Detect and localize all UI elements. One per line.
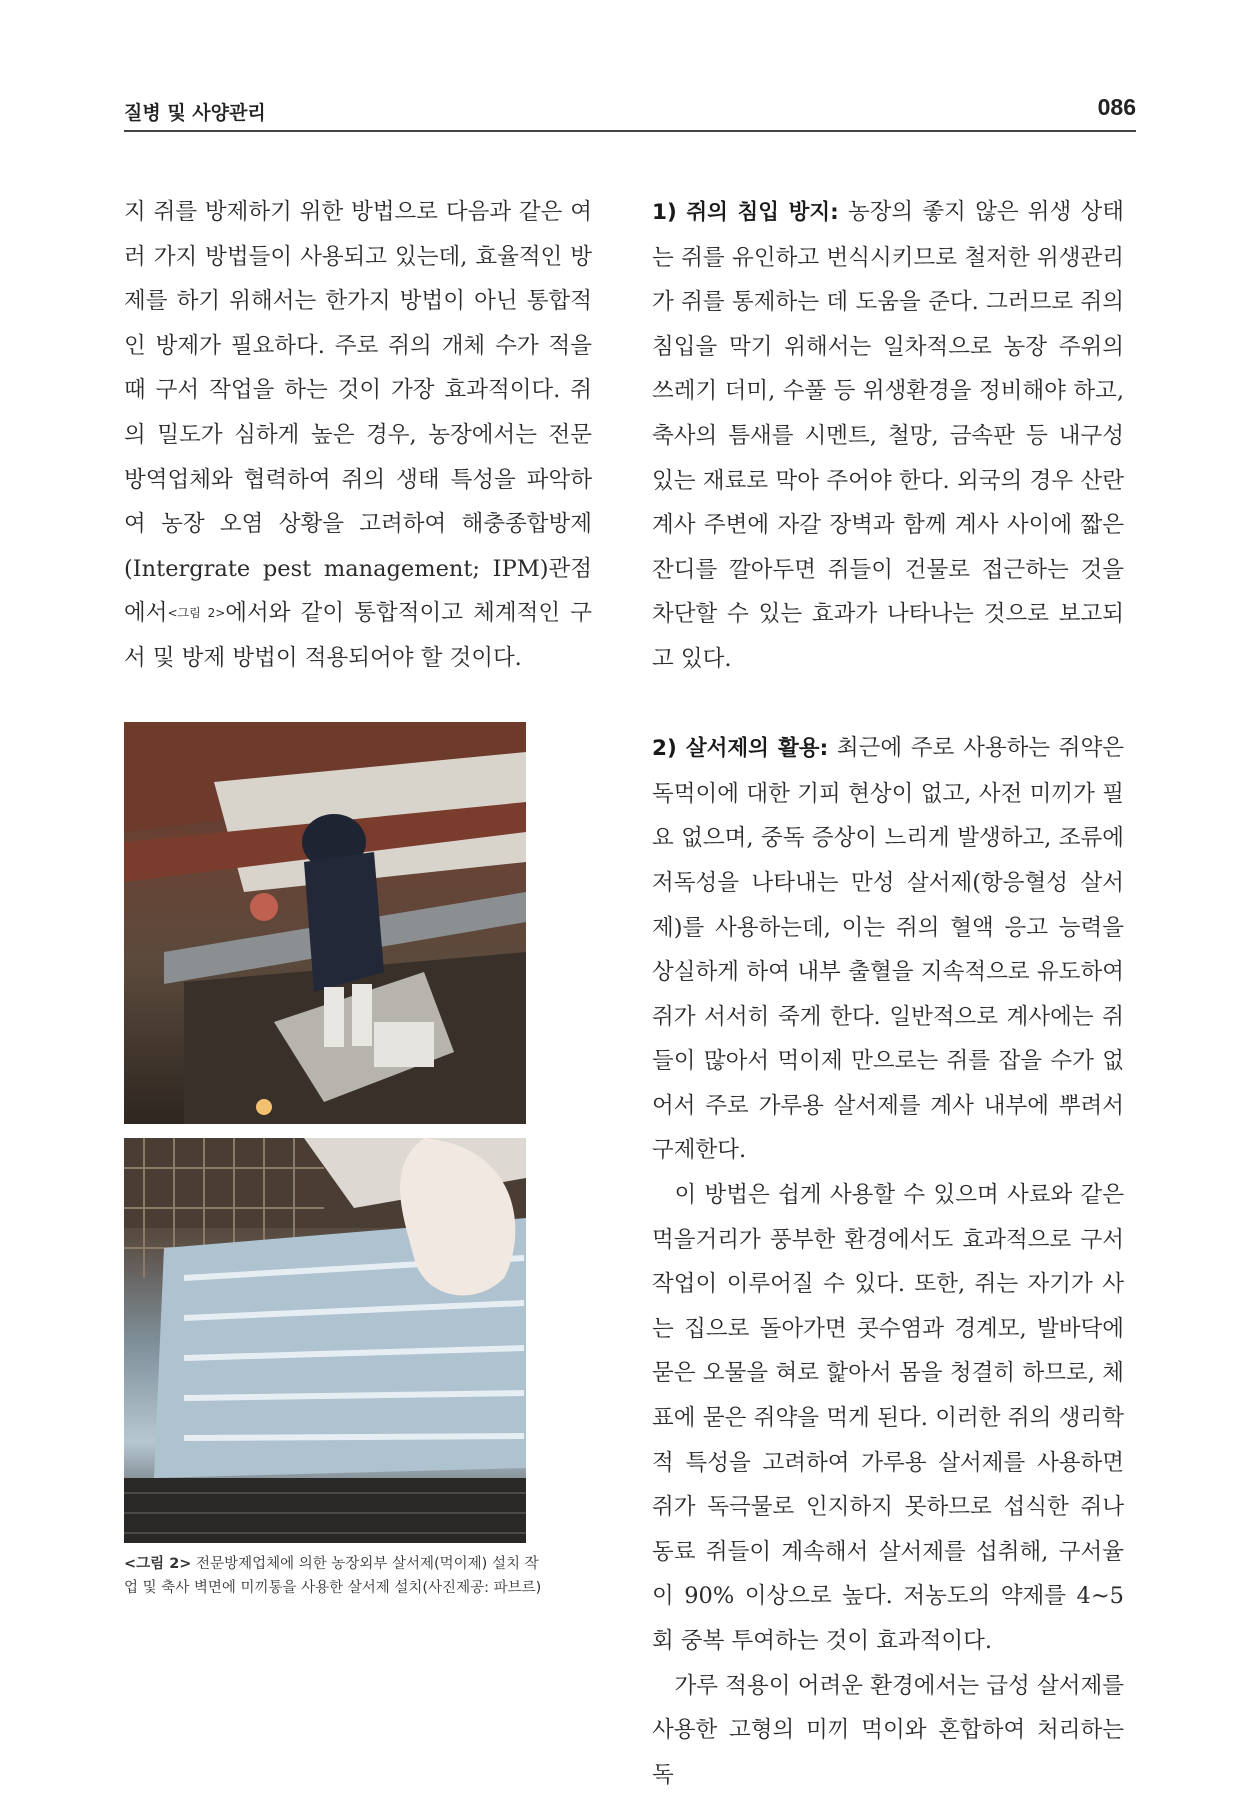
running-section-title: 질병 및 사양관리 <box>124 102 266 124</box>
section1-title: 1) 쥐의 침입 방지: <box>652 200 839 225</box>
photo-2-illustration <box>124 1138 526 1543</box>
section2-paragraph <box>652 726 1124 1173</box>
right-column <box>652 190 1124 1797</box>
intro-paragraph <box>124 190 592 681</box>
section2-paragraph-2: 이 방법은 쉽게 사용할 수 있으며 사료와 같은 먹을거리가 풍부한 환경에서도 효과적으로 구서 작업이 이루어질 수 있다. 또한, 쥐는 자기가 사는 집으로 돌아가면 콧수염과 경계모, 발바닥에 묻은 오물을 혀로 핥아서 몸을 청결히 하므로, 체표에 묻은 쥐약을 먹게 된다. 이러한 쥐의 생리학적 특성을 고려하여 가루용 살서제를 사용하면 쥐가 독극물로 인지하지 못하므로 섭식한 쥐나 동료 쥐들이 계속해서 살서제를 섭취해, 구서율이 90% 이상으로 높다. 저농도의 약제를 4~5회 중복 투여하는 것이 효과적이다. <box>652 1182 1124 1654</box>
worker-body <box>304 852 384 992</box>
figure-reference: <그림 2> <box>167 606 226 621</box>
figure-caption <box>124 1552 544 1600</box>
light-bulb <box>256 1099 272 1115</box>
caption-text: 전문방제업체에 의한 농장외부 살서제(먹이제) 설치 작업 및 축사 벽면에 미끼통을 사용한 살서제 설치(사진제공: 파브르) <box>124 1556 542 1596</box>
left-column <box>124 190 592 681</box>
worker-boot-right <box>352 984 372 1046</box>
photo-1-illustration <box>124 722 526 1124</box>
worker-spraying-rodenticide-photo <box>124 722 526 1124</box>
section1-text: 농장의 좋지 않은 위생 상태는 쥐를 유인하고 번식시키므로 철저한 위생관리가 쥐를 통제하는 데 도움을 준다. 그러므로 쥐의 침입을 막기 위해서는 일차적으로 농장 주위의 쓰레기 더미, 수풀 등 위생환경을 정비해야 하고, 축사의 틈새를 시멘트, 철망, 금속판 등 내구성 있는 재료로 막아 주어야 한다. 외국의 경우 산란계사 주변에 자갈 장벽과 함께 계사 사이에 짧은 잔디를 깔아두면 쥐들이 건물로 접근하는 것을 차단할 수 있는 효과가 나타나는 것으로 보고되고 있다. <box>652 199 1124 672</box>
caption-label: <그림 2> <box>124 1556 192 1572</box>
worker-boot-left <box>324 987 344 1047</box>
header-divider <box>124 130 1136 132</box>
page-header <box>124 92 1136 132</box>
rodenticide-bait-installation-photo <box>124 1138 526 1543</box>
section2-text: 최근에 주로 사용하는 쥐약은 독먹이에 대한 기피 현상이 없고, 사전 미끼가 필요 없으며, 중독 증상이 느리게 발생하고, 조류에 저독성을 나타내는 만성 살서제(항응혈성 살서제)를 사용하는데, 이는 쥐의 혈액 응고 능력을 상실하게 하여 내부 출혈을 지속적으로 유도하여 쥐가 서서히 죽게 한다. 일반적으로 계사에는 쥐들이 많아서 먹이제 만으로는 쥐를 잡을 수가 없어서 주로 가루용 살서제를 계사 내부에 뿌려서 구제한다. <box>652 735 1124 1164</box>
section2-paragraph-3: 가루 적용이 어려운 환경에서는 급성 살서제를 사용한 고형의 미끼 먹이와 혼합하여 처리하는 독 <box>652 1672 1124 1788</box>
equipment-box <box>374 1022 434 1067</box>
page-number: 086 <box>1097 94 1136 120</box>
intro-text-before-ref: 지 쥐를 방제하기 위한 방법으로 다음과 같은 여러 가지 방법들이 사용되고 있는데, 효율적인 방제를 하기 위해서는 한가지 방법이 아닌 통합적인 방제가 필요하다. 주로 쥐의 개체 수가 적을 때 구서 작업을 하는 것이 가장 효과적이다. 쥐의 밀도가 심하게 높은 경우, 농장에서는 전문 방역업체와 협력하여 쥐의 생태 특성을 파악하여 농장 오염 상황을 고려하여 해충종합방제(Intergrate pest management; IPM)관점에서 <box>124 199 592 627</box>
section2-title: 2) 살서제의 활용: <box>652 736 829 762</box>
spray-glow <box>250 893 278 921</box>
section-spacer <box>652 682 1124 727</box>
section1-paragraph <box>652 190 1124 682</box>
intro-text-after-ref: 에서와 같이 통합적이고 체계적인 구서 및 방제 방법이 적용되어야 할 것이다. <box>124 600 592 671</box>
